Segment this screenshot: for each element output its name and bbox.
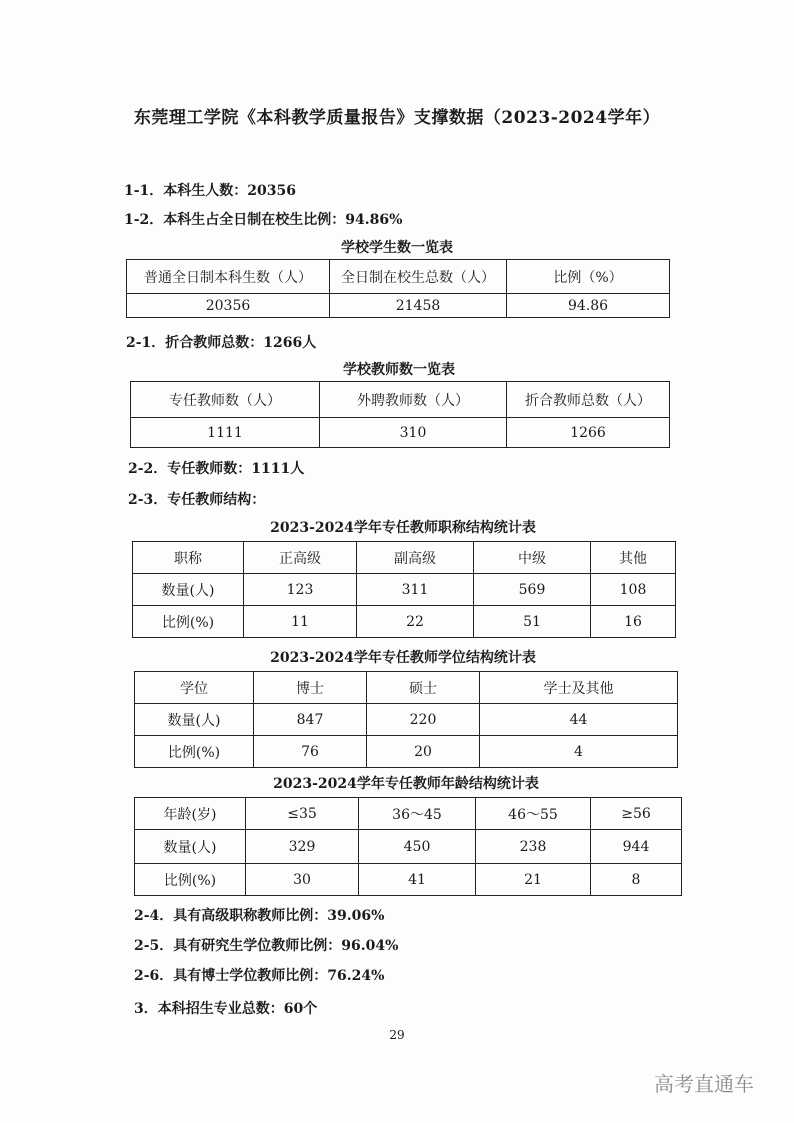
teachers-value-external: 310 xyxy=(320,418,507,448)
item-1-2: 1-2．本科生占全日制在校生比例：94.86% xyxy=(124,212,403,228)
title-structure-table xyxy=(132,541,676,638)
item-2-5: 2-5．具有研究生学位教师比例：96.04% xyxy=(134,938,399,954)
item-2-1: 2-1．折合教师总数：1266人 xyxy=(126,335,317,351)
table-row xyxy=(133,542,676,574)
students-header-ratio: 比例（%） xyxy=(507,260,670,294)
degree-header-doctor: 博士 xyxy=(254,672,367,704)
age-structure-table xyxy=(134,797,682,896)
students-value-fulltime: 21458 xyxy=(330,294,507,318)
students-table xyxy=(126,259,670,318)
title-header-intermediate: 中级 xyxy=(474,542,591,574)
age-header-under-35: ≤35 xyxy=(246,798,359,830)
teachers-header-fulltime: 专任教师数（人） xyxy=(131,382,320,418)
students-header-undergrad: 普通全日制本科生数（人） xyxy=(127,260,330,294)
table-row xyxy=(135,704,678,736)
age-ratio-label: 比例(%) xyxy=(135,864,246,896)
table-row xyxy=(135,830,682,864)
teachers-table xyxy=(130,381,670,448)
title-count-other: 108 xyxy=(591,574,676,606)
title-ratio-label: 比例(%) xyxy=(133,606,244,638)
title-header-label: 职称 xyxy=(133,542,244,574)
item-3: 3．本科招生专业总数：60个 xyxy=(134,1001,318,1017)
students-table-caption: 学校学生数一览表 xyxy=(341,240,453,256)
degree-header-bachelor: 学士及其他 xyxy=(480,672,678,704)
age-count-label: 数量(人) xyxy=(135,830,246,864)
table-row xyxy=(133,574,676,606)
title-ratio-other: 16 xyxy=(591,606,676,638)
item-2-3: 2-3．专任教师结构： xyxy=(128,492,266,508)
degree-ratio-label: 比例(%) xyxy=(135,736,254,768)
title-count-label: 数量(人) xyxy=(133,574,244,606)
age-header-over-56: ≥56 xyxy=(591,798,682,830)
item-2-2: 2-2．专任教师数：1111人 xyxy=(128,461,305,477)
teachers-header-total: 折合教师总数（人） xyxy=(507,382,670,418)
degree-structure-caption: 2023-2024学年专任教师学位结构统计表 xyxy=(270,650,536,666)
title-header-associate: 副高级 xyxy=(357,542,474,574)
degree-count-master: 220 xyxy=(367,704,480,736)
degree-header-master: 硕士 xyxy=(367,672,480,704)
degree-ratio-bachelor: 4 xyxy=(480,736,678,768)
degree-structure-table xyxy=(134,671,678,768)
teachers-value-fulltime: 1111 xyxy=(131,418,320,448)
degree-count-label: 数量(人) xyxy=(135,704,254,736)
students-header-fulltime: 全日制在校生总数（人） xyxy=(330,260,507,294)
title-structure-caption: 2023-2024学年专任教师职称结构统计表 xyxy=(270,520,536,536)
watermark-text: 高考直通车 xyxy=(654,1072,754,1096)
table-row xyxy=(135,864,682,896)
age-count-under-35: 329 xyxy=(246,830,359,864)
degree-ratio-doctor: 76 xyxy=(254,736,367,768)
teachers-table-caption: 学校教师数一览表 xyxy=(343,362,455,378)
degree-count-bachelor: 44 xyxy=(480,704,678,736)
students-value-ratio: 94.86 xyxy=(507,294,670,318)
age-ratio-46-55: 21 xyxy=(476,864,591,896)
teachers-header-external: 外聘教师数（人） xyxy=(320,382,507,418)
age-structure-caption: 2023-2024学年专任教师年龄结构统计表 xyxy=(273,776,539,792)
title-ratio-intermediate: 51 xyxy=(474,606,591,638)
table-row xyxy=(135,798,682,830)
page-title: 东莞理工学院《本科教学质量报告》支撑数据（2023-2024学年） xyxy=(133,108,661,128)
title-ratio-senior: 11 xyxy=(244,606,357,638)
title-header-other: 其他 xyxy=(591,542,676,574)
degree-ratio-master: 20 xyxy=(367,736,480,768)
item-2-4: 2-4．具有高级职称教师比例：39.06% xyxy=(134,908,385,924)
title-count-senior: 123 xyxy=(244,574,357,606)
age-header-46-55: 46～55 xyxy=(476,798,591,830)
age-ratio-under-35: 30 xyxy=(246,864,359,896)
table-row xyxy=(133,606,676,638)
students-value-undergrad: 20356 xyxy=(127,294,330,318)
title-count-intermediate: 569 xyxy=(474,574,591,606)
title-header-senior: 正高级 xyxy=(244,542,357,574)
age-ratio-36-45: 41 xyxy=(359,864,476,896)
table-row xyxy=(135,672,678,704)
table-row xyxy=(135,736,678,768)
age-header-label: 年龄(岁) xyxy=(135,798,246,830)
degree-count-doctor: 847 xyxy=(254,704,367,736)
degree-header-label: 学位 xyxy=(135,672,254,704)
age-count-36-45: 450 xyxy=(359,830,476,864)
age-ratio-over-56: 8 xyxy=(591,864,682,896)
title-count-associate: 311 xyxy=(357,574,474,606)
item-2-6: 2-6．具有博士学位教师比例：76.24% xyxy=(134,968,385,984)
item-1-1: 1-1．本科生人数：20356 xyxy=(124,183,296,199)
age-count-46-55: 238 xyxy=(476,830,591,864)
age-header-36-45: 36～45 xyxy=(359,798,476,830)
page-number: 29 xyxy=(389,1028,405,1042)
teachers-value-total: 1266 xyxy=(507,418,670,448)
age-count-over-56: 944 xyxy=(591,830,682,864)
title-ratio-associate: 22 xyxy=(357,606,474,638)
